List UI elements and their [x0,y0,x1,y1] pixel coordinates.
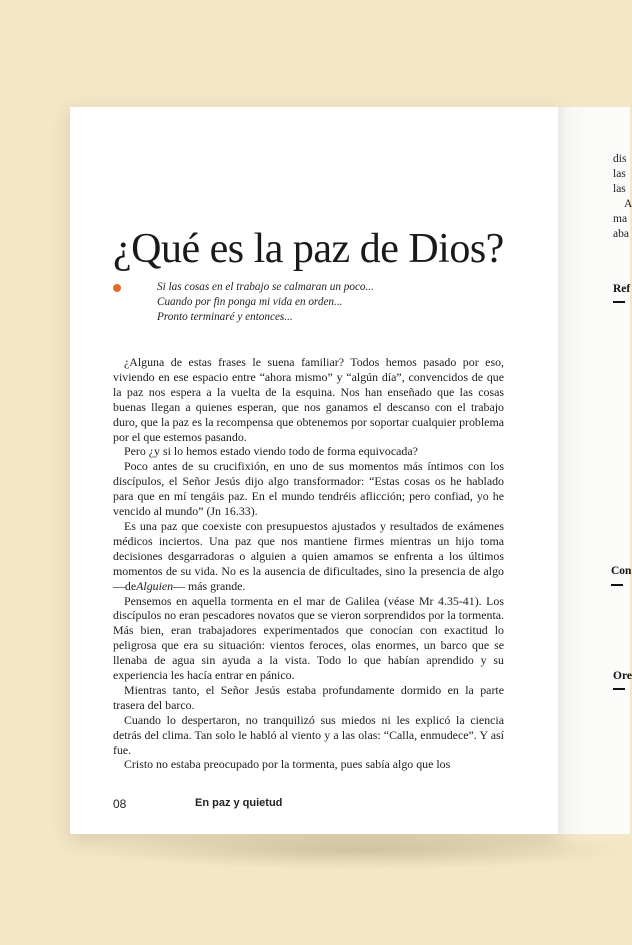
right-text-fragment: las [613,183,626,195]
right-text-fragment: las [613,168,626,180]
heading-dash [613,688,625,690]
right-heading: Ore [613,670,632,682]
right-text-fragment: aba [613,228,629,240]
intro-line: Cuando por fin ponga mi vida en orden... [157,296,343,308]
paragraph: Pensemos en aquella tormenta en el mar de Galilea (véase Mr 4.35-41). Los discípulos no eran pescadores novatos que se vieron sorprendidos por la tormenta. Más bien, eran trabajadores experimentados que conocían con exactitud lo peligrosa que era su situación: vientos feroces, olas enormes, un barco que se llenaba de agua sin ayuda a la vista. Todo lo que habían aprendido y su experiencia les hacía entrar en pánico. [113,593,504,683]
emphasis: Alguien [136,578,174,593]
right-heading: Ref [613,283,631,295]
running-title: En paz y quietud [195,797,283,809]
right-page [558,107,630,834]
intro-quotes [157,280,374,325]
page-number: 08 [113,797,127,811]
paragraph-text: Es una paz que coexiste con presupuestos ajustados y resultados de exámenes médicos inciertos. Una paz que nos mantiene firmes mientras un hijo toma decisiones desgarradoras o alguien a quien amamos se enfrenta a los últimos momentos de su vida. No es la ausencia de dificultades, sino la presencia de algo —de [113,518,504,593]
paragraph: Pero ¿y si lo hemos estado viendo todo de forma equivocada? [124,444,418,459]
paragraph: Cuando lo despertaron, no tranquilizó sus miedos ni les explicó la ciencia detrás del clima. Tan solo le habló al viento y a las olas: “Calla, enmudece”. Y así fue. [113,712,504,757]
intro-line: Si las cosas en el trabajo se calmaran un poco... [157,281,374,293]
heading-dash [611,584,623,586]
page-title: ¿Qué es la paz de Dios? [113,226,504,272]
paragraph-text: — más grande. [173,578,246,593]
page-shadow [90,830,630,870]
right-text-fragment: dis [613,153,627,165]
intro-line: Pronto terminaré y entonces... [157,311,293,323]
right-text-fragment: ma [613,213,628,225]
orange-bullet [113,284,121,292]
heading-dash [613,301,625,303]
right-text-fragment: A [624,198,632,210]
paragraph [113,519,504,594]
paragraph: Cristo no estaba preocupado por la tormenta, pues sabía algo que los [124,757,451,772]
paragraph: Poco antes de su crucifixión, en uno de sus momentos más íntimos con los discípulos, el Señor Jesús dijo algo transformador: “Estas cosas os he hablado para que en mí tengáis paz. En el mundo tendréis aflicción; pero confiad, yo he vencido al mundo” (Jn 16.33). [113,459,504,519]
paragraph: Mientras tanto, el Señor Jesús estaba profundamente dormido en la parte trasera del barco. [113,682,504,712]
paragraph: ¿Alguna de estas frases le suena familiar? Todos hemos pasado por eso, viviendo en ese espacio entre “ahora mismo” y “algún día”, convencidos de que la paz nos espera a la vuelta de la esquina. Nos han enseñado que las cosas buenas llegan a quienes esperan, que nos ganamos el descanso con el trabajo duro, que la paz es la recompensa que obtenemos por soportar cualquier problema por el que estemos pasando. [113,355,504,444]
body-text [113,355,504,772]
right-heading: Con [611,565,632,577]
